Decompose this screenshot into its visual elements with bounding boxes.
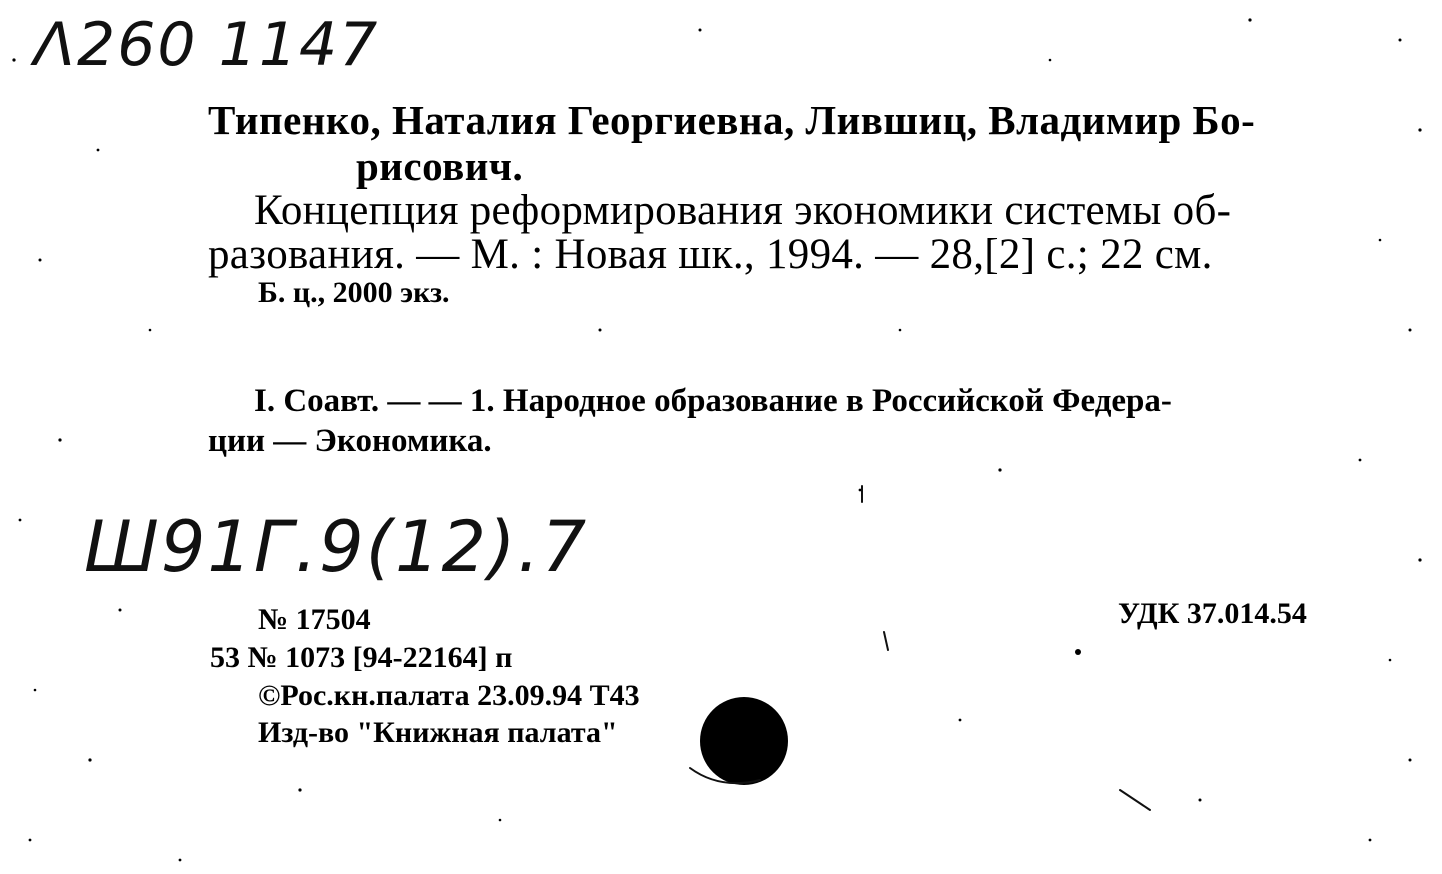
subject-line-2: ции — Экономика. [208,423,492,459]
publisher-line: Изд-во "Книжная палата" [258,716,618,749]
record-line: 53 № 1073 [94-22164] п [210,641,513,674]
subject-line-1: I. Соавт. — — 1. Народное образование в Российской Федера- [254,383,1172,419]
udk-code: УДК 37.014.54 [1118,597,1307,630]
handwritten-classification: Ш91Г.9(12).7 [84,506,589,588]
card-number: № 17504 [258,603,371,636]
punch-hole [700,697,788,785]
price-line: Б. ц., 2000 экз. [258,276,450,309]
title-line-2: разования. — М. : Новая шк., 1994. — 28,[2] с.; 22 см. [208,231,1213,278]
handwritten-accession-number: Λ260 1147 [34,10,380,80]
author-line-2: рисович. [356,143,524,189]
copyright-line: ©Рос.кн.палата 23.09.94 Т43 [258,679,640,712]
title-line-1: Концепция реформирования экономики системы об- [254,187,1232,234]
author-line-1: Типенко, Наталия Георгиевна, Лившиц, Владимир Бо- [208,97,1256,143]
